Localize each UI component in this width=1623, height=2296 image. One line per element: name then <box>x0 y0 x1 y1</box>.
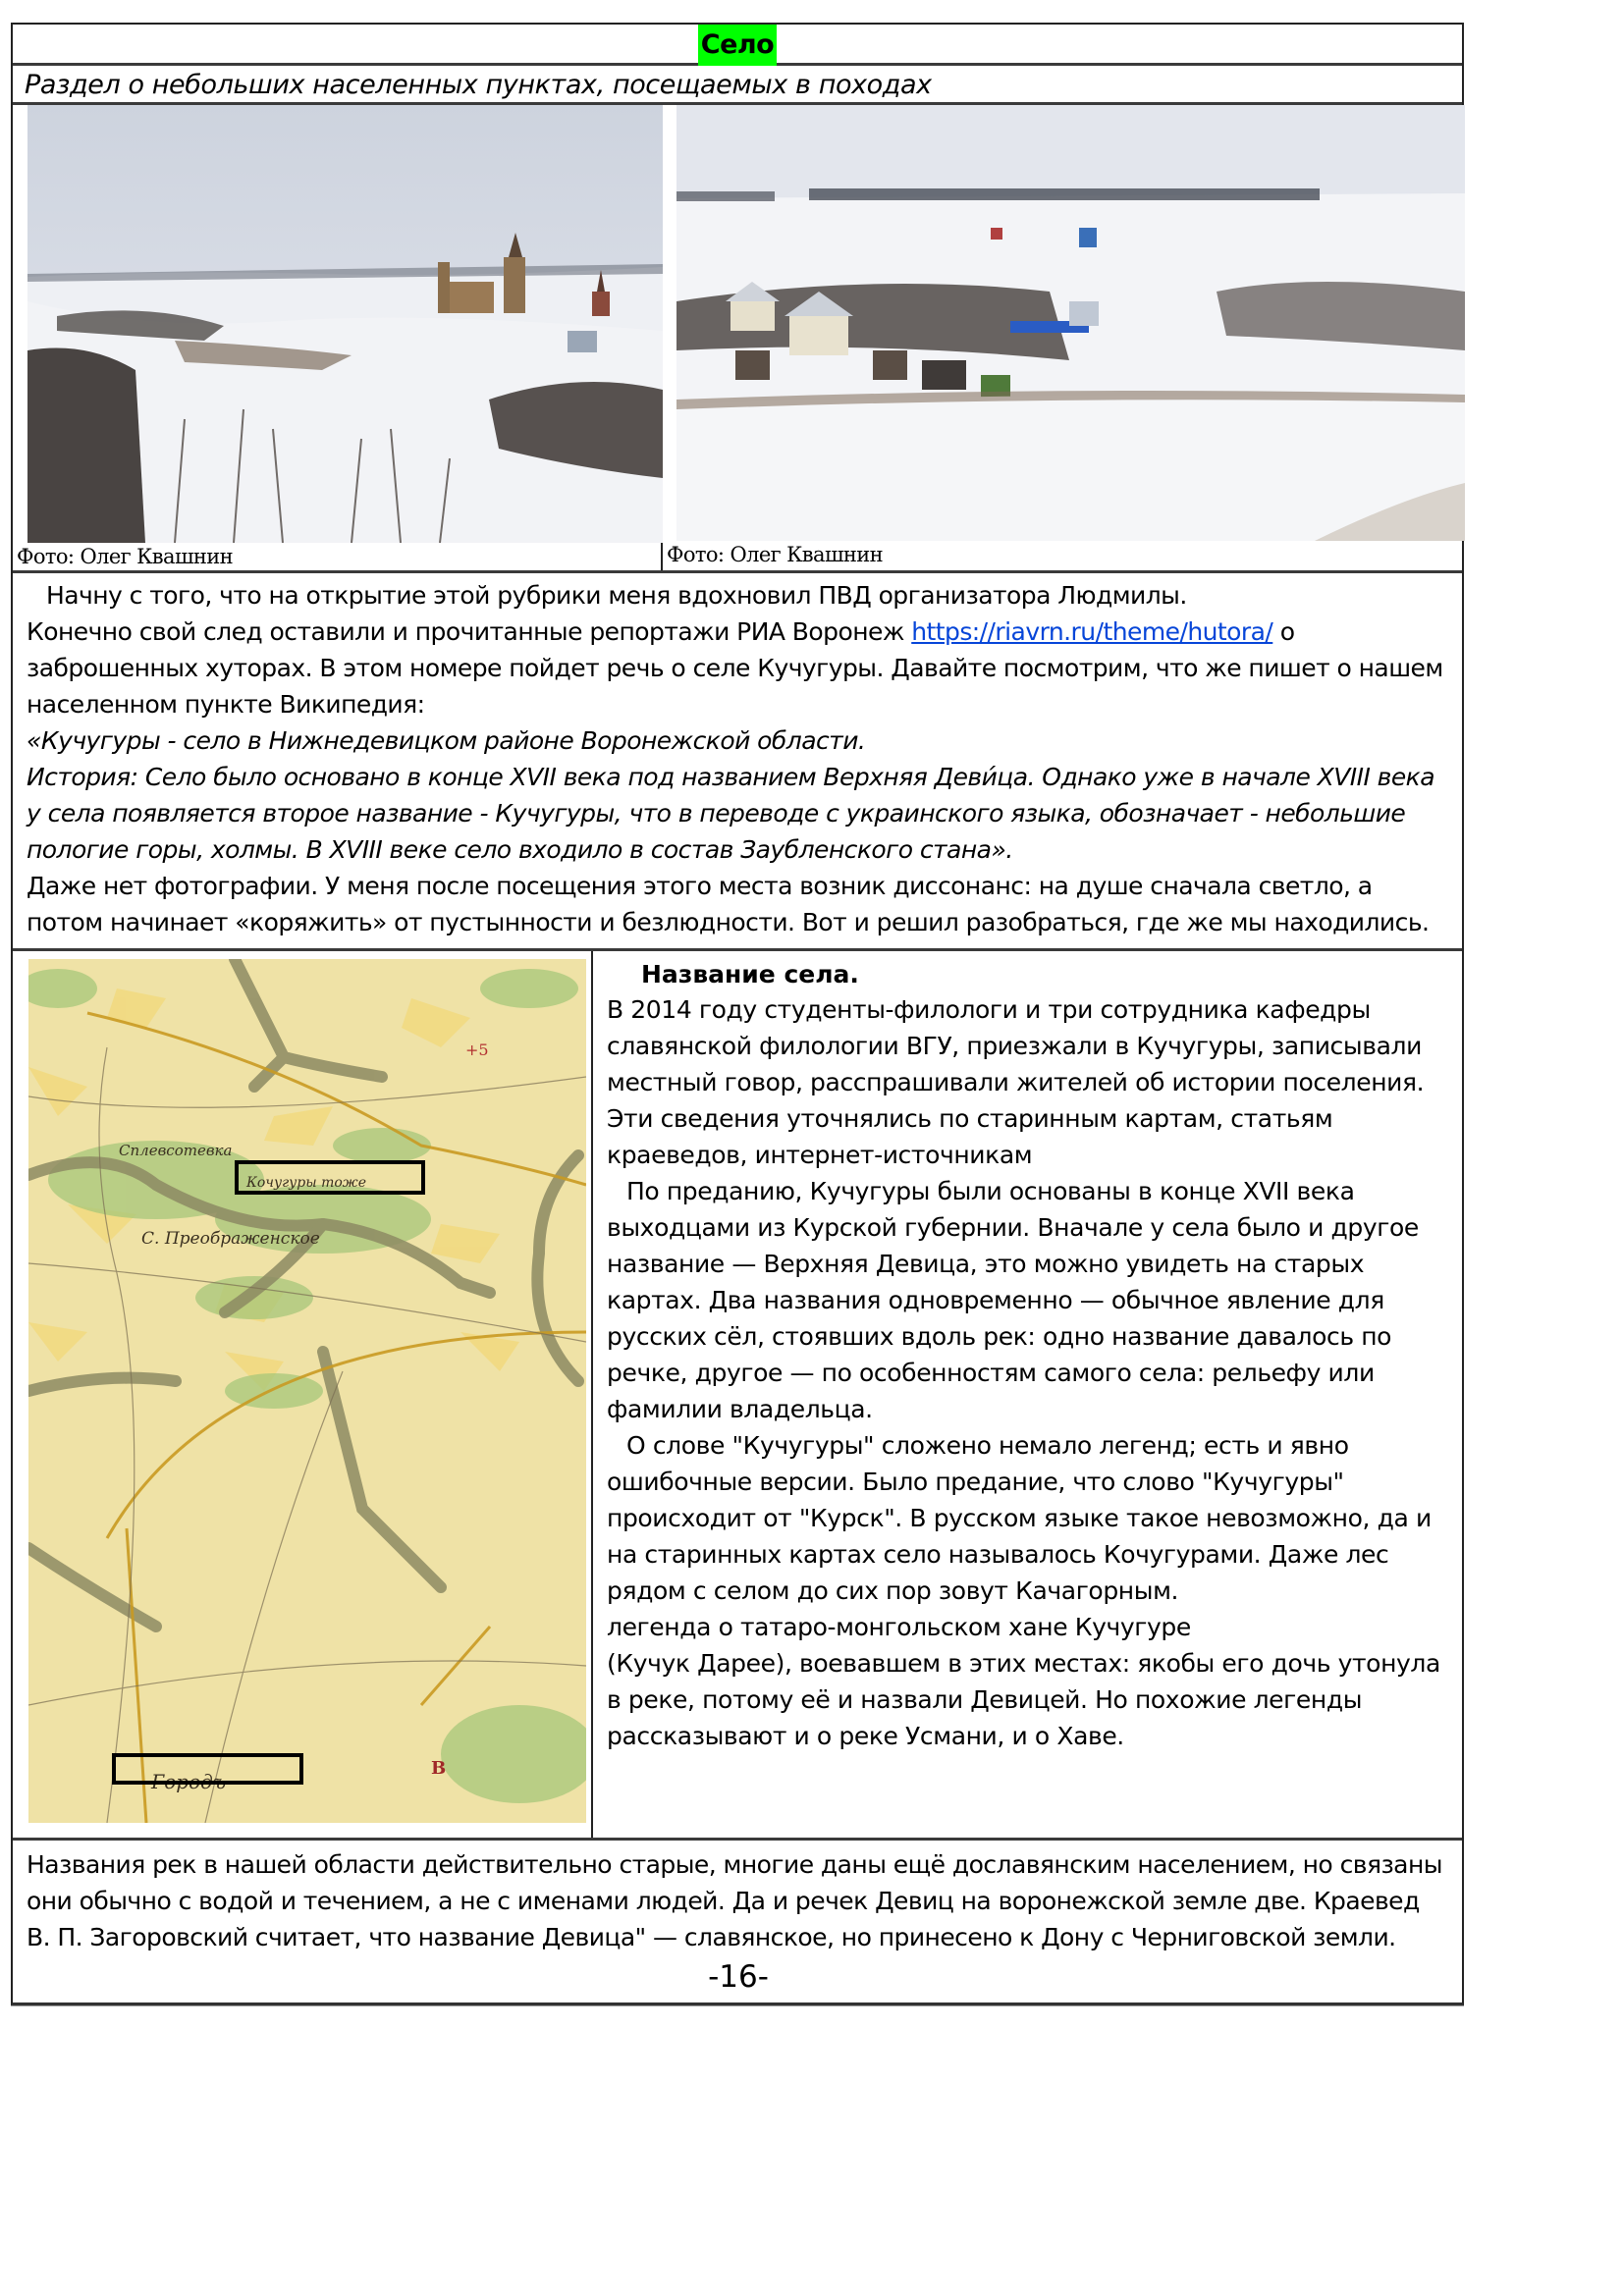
page-number: -16- <box>708 1959 769 1995</box>
village-name-heading: Название села. <box>641 960 859 988</box>
closing-paragraph: Названия рек в нашей области действительно старые, многие даны ещё дославянским населением, но связаны они обычно с водой и течением, а не с именами людей. Да и речек Девиц на воронежской земле две. Краевед В. П. Загоровский считает, что название Девица" — славянское, но принесено к Дону с Черниговской земли. <box>27 1850 1442 1951</box>
svg-text:Сплевсотевка: Сплевсотевка <box>119 1142 233 1159</box>
page-title: Село <box>698 25 777 66</box>
photo-caption-left: Фото: Олег Квашнин <box>17 545 234 568</box>
wikipedia-quote-2: История: Село было основано в конце XVII века под названием Верхняя Деви́ца. Однако уже в начале XVIII века у села появляется второе название - Кучугуры, что в переводе с украинского языка, обозначает - небольшие пологие горы, холмы. В XVIII веке село входило в состав Зaубленского стана». <box>27 763 1434 864</box>
wikipedia-quote-1: «Кучугуры - село в Нижнедевицком районе Воронежской области. <box>27 726 866 755</box>
subtitle-row <box>13 66 1462 105</box>
svg-text:Городъ: Городъ <box>151 1770 227 1793</box>
intro-paragraph-3: Даже нет фотографии. У меня после посещения этого места возник диссонанс: на душе сначала светло, а потом начинает «коряжить» от пустынности и безлюдности. Вот и решил разобраться, где же мы находились. <box>27 872 1430 936</box>
intro-text-after-link: о заброшенных хуторах. В этом номере пойдет речь о селе Кучугуры. Давайте посмотрим, что же пишет о нашем населенном пункте Википедия: <box>27 617 1443 719</box>
section-subtitle: Раздел о небольших населенных пунктах, посещаемых в походах <box>25 70 932 100</box>
village-name-paragraph-4: легенда о татаро-монгольском хане Кучугуре <box>607 1613 1191 1641</box>
riavrn-link[interactable]: https://riavrn.ru/theme/hutora/ <box>911 617 1273 646</box>
title-row <box>13 25 1462 66</box>
photo-row <box>13 105 1462 573</box>
intro-paragraph-2 <box>27 614 1450 722</box>
old-map-image <box>28 959 586 1823</box>
village-name-text-cell <box>593 951 1462 1838</box>
map-row <box>13 951 1462 1841</box>
photo-caption-right: Фото: Олег Квашнин <box>667 543 884 566</box>
village-name-paragraph-5: (Кучук Дарее), воевавшем в этих местах: якобы его дочь утонула в реке, потому её и назвали Девицей. Но похожие легенды рассказывают и о реке Усмани, и о Хаве. <box>607 1649 1440 1750</box>
page-table <box>11 23 1464 2005</box>
svg-text:Кочугуры тоже: Кочугуры тоже <box>246 1175 367 1191</box>
village-photo <box>676 105 1465 541</box>
village-name-paragraph-2: По преданию, Кучугуры были основаны в конце XVII века выходцами из Курской губернии. Вначале у села было и другое название — Верхняя Девица, это можно увидеть на старых картах. Два названия одновременно — обычное явление для русских сёл, стоявших вдоль рек: одно название давалось по речке, другое — по особенностям самого села: рельефу или фамилии владельца. <box>607 1177 1419 1423</box>
svg-text:С. Преображенское: С. Преображенское <box>141 1229 320 1249</box>
svg-text:В: В <box>431 1758 447 1779</box>
photo-cell-right <box>663 105 1462 570</box>
intro-paragraph-1: Начну с того, что на открытие этой рубрики меня вдохновил ПВД организатора Людмилы. <box>46 581 1187 610</box>
closing-row <box>13 1841 1462 2002</box>
photo-cell-left <box>13 105 663 570</box>
village-name-paragraph-1: В 2014 году студенты-филологи и три сотрудника кафедры славянской филологии ВГУ, приезжали в Кучугуры, записывали местный говор, расспрашивали жителей об истории поселения. Эти сведения уточнялись по старинным картам, статьям краеведов, интернет-источникам <box>607 995 1425 1169</box>
intro-row <box>13 573 1462 951</box>
map-cell <box>13 951 593 1838</box>
church-landscape-photo <box>27 105 663 543</box>
intro-text-before-link: Конечно свой след оставили и прочитанные репортажи РИА Воронеж <box>27 617 912 646</box>
svg-text:+5: +5 <box>465 1041 489 1059</box>
village-name-paragraph-3: О слове "Кучугуры" сложено немало легенд; есть и явно ошибочные версии. Было предание, что слово "Кучугуры" происходит от "Курск". В русском языке такое невозможно, да и на старинных картах село называлось Кочугурами. Даже лес рядом с селом до сих пор зовут Качагорным. <box>607 1431 1432 1605</box>
